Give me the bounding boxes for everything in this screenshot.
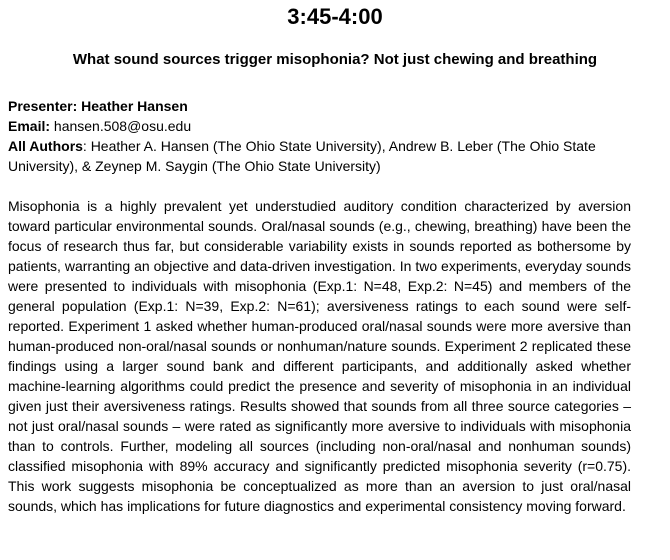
email-label: Email:: [8, 118, 51, 134]
session-time: 3:45-4:00: [287, 4, 383, 29]
talk-title: What sound sources trigger misophonia? Not just chewing and breathing: [72, 51, 598, 68]
authors-line: [8, 136, 662, 176]
authors-list: : Heather A. Hansen (The Ohio State University), Andrew B. Leber (The Ohio State University), & Zeynep M. Saygin (The Ohio State University): [8, 138, 596, 174]
email-address: hansen.508@osu.edu: [53, 118, 192, 134]
presenter-line: [8, 96, 662, 116]
abstract-text: Misophonia is a highly prevalent yet understudied auditory condition characterized by aversion toward particular environmental sounds. Oral/nasal sounds (e.g., chewing, breathing) have been the focus of research thus far, but considerable variability exists in sounds reported as bothersome by patients, warranting an objective and data-driven investigation. In two experiments, everyday sounds were presented to individuals with misophonia (Exp.1: N=48, Exp.2: N=45) and members of the general population (Exp.1: N=39, Exp.2: N=61); aversiveness ratings to each sound were self-reported. Experiment 1 asked whether human-produced oral/nasal sounds were more aversive than human-produced non-oral/nasal sounds or nonhuman/nature sounds. Experiment 2 replicated these findings using a larger sound bank and different participants, and additionally asked whether machine-learning algorithms could predict the presence and severity of misophonia in an individual given just their aversiveness ratings. Results showed that sounds from all three source categories – not just oral/nasal sounds – were rated as significantly more aversive to individuals with misophonia than to controls. Further, modeling all sources (including non-oral/nasal and nonhuman sounds) classified misophonia with 89% accuracy and significantly predicted misophonia severity (r=0.75). This work suggests misophonia be conceptualized as more than an aversion to just oral/nasal sounds, which has implications for future diagnostics and experimental consistency moving forward.: [8, 198, 631, 514]
presenter-label: Presenter:: [8, 98, 78, 114]
authors-label: All Authors: [8, 138, 83, 154]
email-line: [8, 116, 662, 136]
presenter-info: [8, 96, 662, 176]
presenter-name: Heather Hansen: [81, 98, 188, 114]
